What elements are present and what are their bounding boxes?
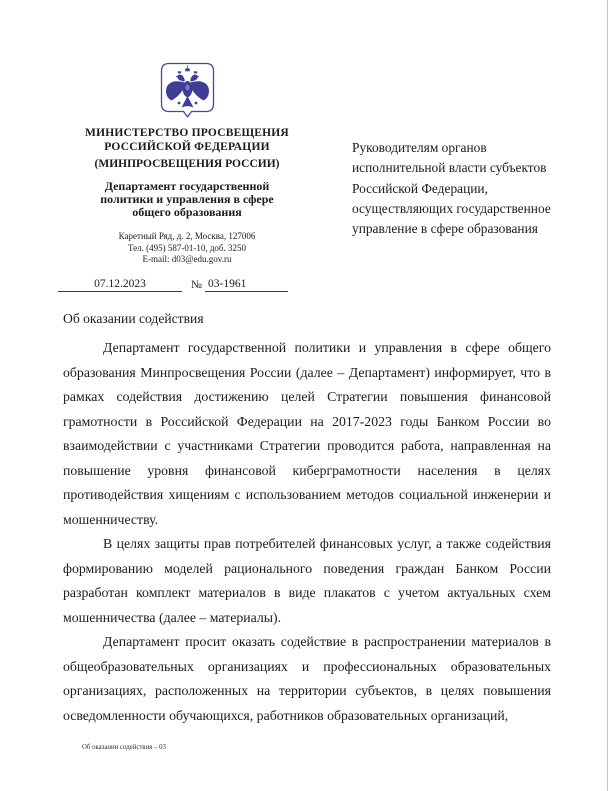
body-paragraph: В целях защиты прав потребителей финансовых услуг, а также содействия формированию моделей рационального поведения граждан Банком России разработан комплект материалов в виде плакатов с учетом актуальных схем мошенничества (далее – материалы). <box>63 536 551 625</box>
ministry-name: МИНИСТЕРСТВО ПРОСВЕЩЕНИЯ РОССИЙСКОЙ ФЕДЕРАЦИИ <box>85 127 289 153</box>
page-edge-line <box>607 0 608 791</box>
body-paragraph: Департамент просит оказать содействие в распространении материалов в общеобразовательных организациях и профессиональных образовательных организациях, расположенных на территории субъектов, в целях повышения осведомленности обучающихся, работников образовательных организаций, <box>63 634 551 723</box>
address-line: Каретный Ряд, д. 2, Москва, 127006 <box>118 231 256 241</box>
ministry-header <box>58 127 316 171</box>
number-sign: № <box>191 279 202 291</box>
department-name: Департамент государственной политики и управления в сфере общего образования <box>100 179 274 219</box>
recipient-block: Руководителям органов исполнительной власти субъектов Российской Федерации, осуществляющих государственное управление в сфере образования <box>352 140 551 237</box>
body-paragraph: Департамент государственной политики и управления в сфере общего образования Минпросвещения России (далее – Департамент) информирует, что в рамках содействия достижению целей Стратегии повышения финансовой грамотности в Российской Федерации на 2017-2023 годы Банком России во взаимодействии с участниками Стратегии проводится работа, направленная на повышение уровня финансовой киберграмотности населения в целях противодействия хищениям с использованием методов социальной инженерии и мошенничеству. <box>63 340 551 527</box>
department-header <box>58 180 316 219</box>
date-number-row <box>58 272 288 292</box>
contact-block <box>58 231 316 266</box>
letter-date: 07.12.2023 <box>58 278 182 292</box>
email-line: E-mail: d03@edu.gov.ru <box>142 254 232 264</box>
subject-line: Об оказании содействия <box>63 311 204 326</box>
ministry-short-name: (МИНПРОСВЕЩЕНИЯ РОССИИ) <box>94 158 280 170</box>
letter-number: 03-1961 <box>205 278 288 292</box>
russia-coat-of-arms-icon <box>160 62 215 119</box>
footer-note: Об оказании содействия – 03 <box>82 744 166 751</box>
letter-body <box>63 336 551 728</box>
phone-line: Тел. (495) 587-01-10, доб. 3250 <box>127 242 247 253</box>
